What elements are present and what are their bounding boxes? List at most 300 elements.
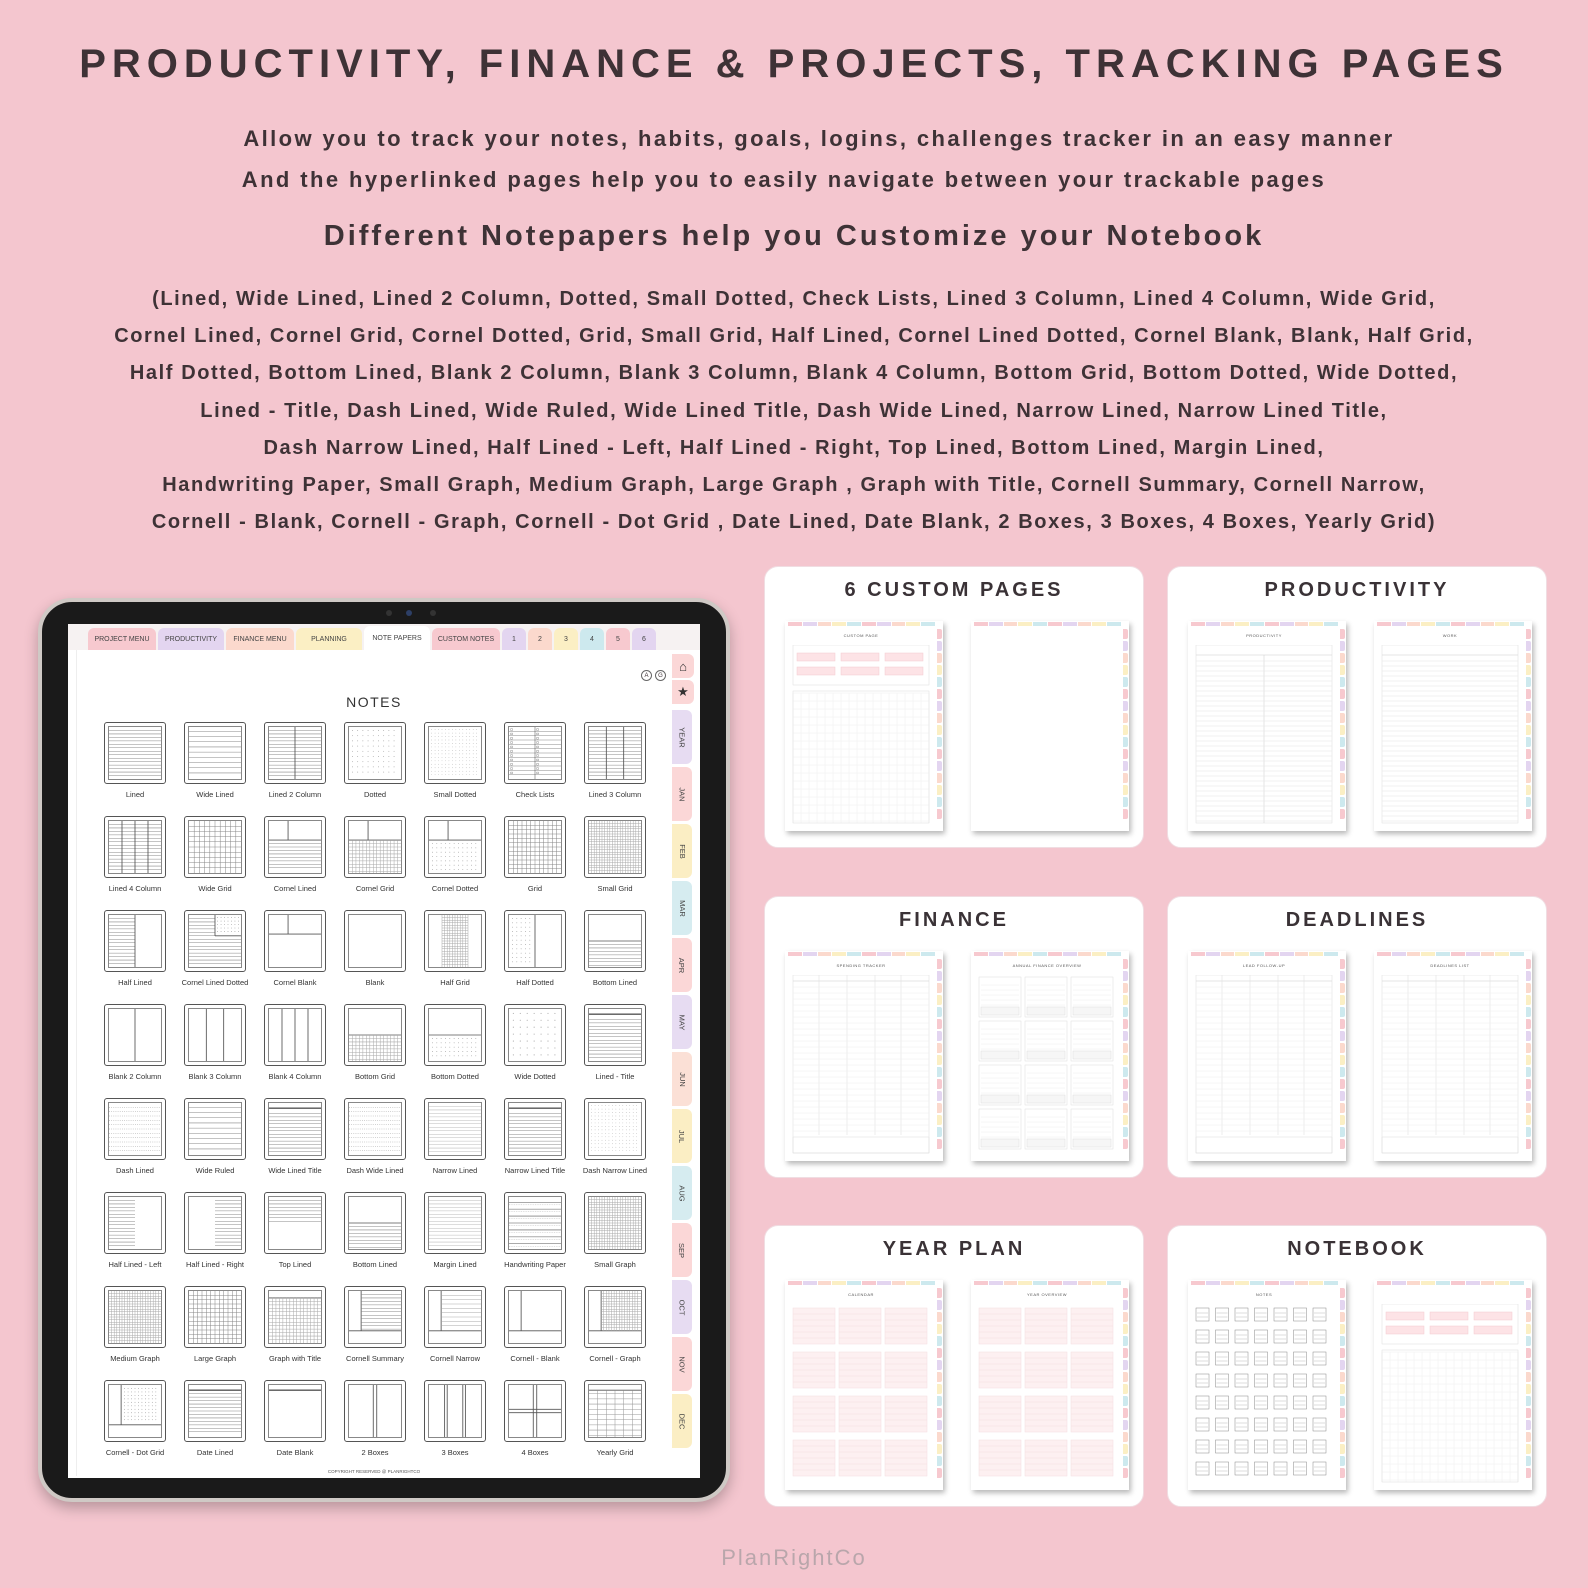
page-preview-content (1380, 645, 1520, 825)
notepaper-thumbnail[interactable] (104, 722, 166, 784)
preview-side-tab (1340, 665, 1345, 675)
notepaper-item[interactable] (335, 816, 415, 910)
preview-side-tab (937, 701, 942, 711)
notepaper-thumbnail[interactable] (584, 722, 646, 784)
notepaper-thumbnail[interactable] (184, 816, 246, 878)
notepaper-item[interactable] (95, 1098, 175, 1192)
notepaper-pattern (188, 820, 242, 874)
notepaper-item[interactable] (255, 722, 335, 816)
month-tab-nov[interactable] (672, 1337, 692, 1391)
preview-tab (1466, 622, 1480, 626)
notepaper-item[interactable] (415, 1286, 495, 1380)
notepaper-item[interactable] (95, 1192, 175, 1286)
preview-side-tab (1123, 1031, 1128, 1041)
preview-side-tab (1340, 737, 1345, 747)
notepaper-item[interactable] (575, 1192, 655, 1286)
notepaper-item[interactable] (175, 1098, 255, 1192)
preview-side-tab (937, 1432, 942, 1442)
notepaper-pattern (508, 1196, 562, 1250)
preview-side-tab (937, 641, 942, 651)
notepaper-item[interactable] (175, 1380, 255, 1474)
tab-5[interactable]: 5 (606, 628, 630, 650)
notepaper-item[interactable] (95, 1286, 175, 1380)
preview-side-tab (937, 1420, 942, 1430)
notepaper-item[interactable] (495, 1192, 575, 1286)
preview-tab (1048, 622, 1062, 626)
preview-tab (921, 622, 935, 626)
notepaper-thumbnail[interactable] (504, 1380, 566, 1442)
preview-tab (1280, 1281, 1294, 1285)
notepaper-thumbnail[interactable] (424, 816, 486, 878)
preview-side-tab (1123, 1139, 1128, 1149)
preview-tab (1063, 622, 1077, 626)
notepaper-item[interactable] (415, 816, 495, 910)
notepaper-item[interactable] (95, 816, 175, 910)
card-title: FINANCE (899, 909, 1009, 931)
month-tab-sep[interactable] (672, 1223, 692, 1277)
preview-tab (1092, 622, 1106, 626)
notepaper-pattern (588, 1102, 642, 1156)
tab-1[interactable]: 1 (502, 628, 526, 650)
month-tab-jul[interactable] (672, 1109, 692, 1163)
notepaper-thumbnail[interactable] (264, 1286, 326, 1348)
preview-tab (1324, 622, 1338, 626)
preview-tab (1033, 622, 1047, 626)
preview-side-tab (1526, 1103, 1531, 1113)
preview-tab (989, 1281, 1003, 1285)
notepaper-pattern (428, 726, 482, 780)
preview-side-tab (1526, 1372, 1531, 1382)
notepaper-item[interactable] (575, 722, 655, 816)
star-icon[interactable]: ★ (672, 680, 694, 704)
notepaper-thumbnail[interactable] (504, 1286, 566, 1348)
notepaper-thumbnail[interactable] (184, 1192, 246, 1254)
tab-3[interactable]: 3 (554, 628, 578, 650)
notepaper-item[interactable] (495, 1098, 575, 1192)
preview-side-tab (1340, 1091, 1345, 1101)
top-tab-bar (68, 624, 700, 650)
preview-side-tab (1340, 1139, 1345, 1149)
preview-side-tab (1526, 1115, 1531, 1125)
preview-side-tab (1340, 1079, 1345, 1089)
preview-side-tab (1340, 725, 1345, 735)
notepaper-thumbnail[interactable] (184, 1004, 246, 1066)
notepaper-item[interactable] (175, 722, 255, 816)
notepaper-pattern (428, 1008, 482, 1062)
preview-side-tab (1340, 809, 1345, 819)
notepaper-pattern (428, 1290, 482, 1344)
notepaper-pattern (108, 1384, 162, 1438)
month-tab-label: OCT (677, 1299, 687, 1315)
notepaper-thumbnail[interactable] (104, 910, 166, 972)
preview-tab (788, 952, 802, 956)
notepaper-item[interactable] (175, 910, 255, 1004)
preview-side-tab (1340, 1336, 1345, 1346)
notepaper-item[interactable] (495, 910, 575, 1004)
notepaper-label: Blank 4 Column (268, 1072, 322, 1081)
preview-tab (1107, 1281, 1121, 1285)
preview-side-tabs (1526, 1286, 1532, 1490)
page-preview-content (1194, 1304, 1334, 1484)
month-tab-apr[interactable] (672, 938, 692, 992)
notepaper-thumbnail[interactable] (424, 1380, 486, 1442)
notepaper-thumbnail[interactable] (184, 1098, 246, 1160)
page-title: PRODUCTIVITY, FINANCE & PROJECTS, TRACKING PAGES (79, 42, 1509, 86)
preview-side-tab (1526, 725, 1531, 735)
notepaper-item[interactable] (415, 1004, 495, 1098)
notepaper-label: Cornell Narrow (429, 1354, 480, 1363)
notepaper-thumbnail[interactable] (264, 816, 326, 878)
preview-side-tab (1123, 1019, 1128, 1029)
notepaper-thumbnail[interactable] (504, 722, 566, 784)
preview-tab (1495, 622, 1509, 626)
notepaper-label: Cornel Lined Dotted (181, 978, 249, 987)
preview-side-tab (1526, 1300, 1531, 1310)
notepaper-thumbnail[interactable] (264, 722, 326, 784)
preview-side-tab (1340, 1468, 1345, 1478)
notepaper-thumbnail[interactable] (504, 1098, 566, 1160)
notepaper-item[interactable] (335, 1004, 415, 1098)
preview-tab (862, 952, 876, 956)
notepaper-item[interactable] (575, 1004, 655, 1098)
preview-side-tab (1123, 677, 1128, 687)
notepaper-item[interactable] (255, 1192, 335, 1286)
preview-tab (1495, 952, 1509, 956)
preview-tab (1407, 1281, 1421, 1285)
month-tab-label: AUG (677, 1184, 687, 1202)
notepaper-pattern (268, 914, 322, 968)
notepaper-item[interactable] (175, 816, 255, 910)
preview-tab (877, 622, 891, 626)
preview-side-tab (937, 959, 942, 969)
notepaper-label: Cornell Summary (346, 1354, 404, 1363)
preview-side-tab (937, 629, 942, 639)
preview-side-tab (1123, 1468, 1128, 1478)
tab-finance-menu[interactable]: FINANCE MENU (226, 628, 294, 650)
notepaper-item[interactable] (495, 1004, 575, 1098)
tablet-screen (68, 624, 700, 1478)
preview-side-tab (937, 1055, 942, 1065)
preview-side-tab (1340, 1384, 1345, 1394)
preview-side-tab (1526, 689, 1531, 699)
month-tab-aug[interactable] (672, 1166, 692, 1220)
notepaper-thumbnail[interactable] (424, 1004, 486, 1066)
tab-6[interactable]: 6 (632, 628, 656, 650)
notepaper-thumbnail[interactable] (344, 1098, 406, 1160)
preview-side-tabs (1123, 957, 1129, 1161)
preview-side-tab (937, 809, 942, 819)
notepaper-item[interactable] (255, 910, 335, 1004)
preview-side-tab (1123, 1067, 1128, 1077)
notepaper-thumbnail[interactable] (264, 1380, 326, 1442)
tab-2[interactable]: 2 (528, 628, 552, 650)
notepaper-thumbnail[interactable] (424, 910, 486, 972)
preview-tab (906, 1281, 920, 1285)
notepaper-thumbnail[interactable] (424, 1098, 486, 1160)
preview-side-tab (1123, 809, 1128, 819)
notepaper-thumbnail[interactable] (504, 910, 566, 972)
preview-heading: CUSTOM PAGE (843, 633, 879, 638)
page-preview (1374, 951, 1532, 1161)
tab-productivity[interactable]: PRODUCTIVITY (158, 628, 224, 650)
preview-side-tab (937, 971, 942, 981)
preview-side-tab (1123, 1396, 1128, 1406)
preview-tab (803, 1281, 817, 1285)
preview-body (791, 975, 931, 1155)
toggle-a-button[interactable]: A (641, 670, 652, 681)
preview-side-tab (1526, 761, 1531, 771)
month-tab-mar[interactable] (672, 881, 692, 935)
tab-planning[interactable]: PLANNING (296, 628, 362, 650)
preview-tab (862, 622, 876, 626)
notepaper-list-line: Lined - Title, Dash Lined, Wide Ruled, Wide Lined Title, Dash Wide Lined, Narrow Lined, Narrow Lined Title, (200, 399, 1388, 422)
notepaper-item[interactable] (175, 1004, 255, 1098)
notepaper-thumbnail[interactable] (264, 1004, 326, 1066)
notepaper-thumbnail[interactable] (424, 1286, 486, 1348)
brand-watermark: PlanRightCo (721, 1545, 867, 1570)
preview-side-tab (1526, 1091, 1531, 1101)
preview-side-tab (1123, 1372, 1128, 1382)
preview-side-tab (1526, 773, 1531, 783)
notepaper-thumbnail[interactable] (104, 1192, 166, 1254)
notepaper-thumbnail[interactable] (344, 910, 406, 972)
notepaper-thumbnail[interactable] (424, 1192, 486, 1254)
preview-side-tab (1526, 713, 1531, 723)
notepaper-pattern (188, 1008, 242, 1062)
card-title: PRODUCTIVITY (1264, 579, 1450, 601)
preview-tab (1510, 952, 1524, 956)
notepaper-item[interactable] (575, 1098, 655, 1192)
preview-side-tab (937, 1115, 942, 1125)
preview-side-tabs (1340, 627, 1346, 831)
notepaper-thumbnail[interactable] (344, 1004, 406, 1066)
preview-side-tab (1123, 1456, 1128, 1466)
notepaper-thumbnail[interactable] (504, 1192, 566, 1254)
notepaper-thumbnail[interactable] (584, 1192, 646, 1254)
month-tab-label: APR (677, 957, 687, 973)
preview-side-tabs (1123, 627, 1129, 831)
notepaper-item[interactable] (415, 1098, 495, 1192)
tab-4[interactable]: 4 (580, 628, 604, 650)
notepaper-thumbnail[interactable] (584, 1098, 646, 1160)
page-preview (971, 951, 1129, 1161)
notepaper-item[interactable] (95, 910, 175, 1004)
notepaper-label: Top Lined (278, 1260, 312, 1269)
preview-tab (788, 622, 802, 626)
preview-tab (921, 1281, 935, 1285)
notepaper-item[interactable] (255, 1098, 335, 1192)
preview-tab (1221, 1281, 1235, 1285)
month-tab-jan[interactable] (672, 767, 692, 821)
notepaper-thumbnail[interactable] (264, 910, 326, 972)
preview-tab (921, 952, 935, 956)
month-tab-oct[interactable] (672, 1280, 692, 1334)
notepaper-item[interactable] (335, 1098, 415, 1192)
notepaper-thumbnail[interactable] (584, 816, 646, 878)
notepaper-item[interactable] (415, 722, 495, 816)
notepaper-thumbnail[interactable] (184, 722, 246, 784)
notepaper-thumbnail[interactable] (424, 722, 486, 784)
notepaper-item[interactable] (255, 816, 335, 910)
notepaper-item[interactable] (335, 1192, 415, 1286)
notepaper-pattern (188, 726, 242, 780)
notepaper-thumbnail[interactable] (264, 1098, 326, 1160)
notepaper-thumbnail[interactable] (504, 1004, 566, 1066)
month-tab-year[interactable] (672, 710, 692, 764)
notepaper-label: Margin Lined (433, 1260, 477, 1269)
notepaper-pattern (508, 820, 562, 874)
page-preview-content (1194, 645, 1334, 825)
notepaper-item[interactable] (95, 1004, 175, 1098)
notepaper-label: Dash Wide Lined (346, 1166, 404, 1175)
notepaper-thumbnail[interactable] (184, 910, 246, 972)
preview-side-tab (937, 773, 942, 783)
preview-tab (788, 1281, 802, 1285)
preview-tab (892, 952, 906, 956)
notepaper-item[interactable] (415, 1192, 495, 1286)
notepaper-thumbnail[interactable] (104, 1004, 166, 1066)
notepaper-thumbnail[interactable] (344, 1380, 406, 1442)
notepaper-thumbnail[interactable] (584, 1286, 646, 1348)
notepaper-thumbnail[interactable] (504, 816, 566, 878)
notepaper-thumbnail[interactable] (184, 1286, 246, 1348)
toggle-g-button[interactable]: G (655, 670, 666, 681)
preview-side-tab (937, 725, 942, 735)
notepaper-item[interactable] (255, 1286, 335, 1380)
notepaper-list-line: Handwriting Paper, Small Graph, Medium Graph, Large Graph , Graph with Title, Cornell Summary, Cornell Narrow, (162, 474, 1426, 497)
preview-side-tab (1340, 1067, 1345, 1077)
preview-heading: NOTES (1255, 1292, 1273, 1297)
card-deadlines (1167, 896, 1547, 1178)
notes-heading: NOTES (346, 694, 402, 710)
notepaper-pattern (268, 1102, 322, 1156)
notepaper-pattern (508, 1102, 562, 1156)
preview-side-tab (1123, 1312, 1128, 1322)
preview-side-tab (1123, 725, 1128, 735)
preview-tab (1436, 1281, 1450, 1285)
preview-side-tab (937, 689, 942, 699)
notepaper-thumbnail[interactable] (104, 1286, 166, 1348)
notepaper-thumbnail[interactable] (344, 1192, 406, 1254)
preview-side-tab (937, 1468, 942, 1478)
notepaper-thumbnail[interactable] (104, 1380, 166, 1442)
month-tab-label: JUL (677, 1129, 687, 1143)
notepaper-label: Check Lists (515, 790, 555, 799)
notepaper-item[interactable] (335, 722, 415, 816)
notepaper-pattern (348, 1196, 402, 1250)
month-tab-dec[interactable] (672, 1394, 692, 1448)
preview-side-tab (1526, 1007, 1531, 1017)
month-tab-label: YEAR (677, 726, 687, 748)
preview-side-tab (937, 1396, 942, 1406)
preview-side-tab (937, 1300, 942, 1310)
card-year-plan (764, 1225, 1144, 1507)
notepaper-item[interactable] (175, 1192, 255, 1286)
notepaper-thumbnail[interactable] (264, 1192, 326, 1254)
tab-custom-notes[interactable]: CUSTOM NOTES (432, 628, 500, 650)
notepaper-thumbnail[interactable] (344, 722, 406, 784)
notepaper-item[interactable] (575, 816, 655, 910)
preview-tab (832, 1281, 846, 1285)
preview-side-tab (937, 1456, 942, 1466)
preview-tab-row (785, 951, 943, 957)
notepaper-item[interactable] (255, 1380, 335, 1474)
preview-tab (989, 952, 1003, 956)
notepaper-label: Half Grid (440, 978, 470, 987)
preview-side-tab (937, 785, 942, 795)
preview-tab (1107, 952, 1121, 956)
preview-side-tab (937, 1324, 942, 1334)
month-tab-may[interactable] (672, 995, 692, 1049)
notepaper-item[interactable] (95, 722, 175, 816)
notepaper-item[interactable] (495, 722, 575, 816)
preview-side-tab (1526, 1312, 1531, 1322)
notepaper-thumbnail[interactable] (344, 816, 406, 878)
preview-tab (832, 952, 846, 956)
notepaper-label: Wide Grid (198, 884, 232, 893)
notepaper-label: Small Grid (597, 884, 633, 893)
notepaper-pattern (188, 1196, 242, 1250)
notepaper-item[interactable] (415, 910, 495, 1004)
notepaper-item[interactable] (495, 816, 575, 910)
preview-side-tab (1526, 677, 1531, 687)
page-preview (1188, 951, 1346, 1161)
notepaper-item[interactable] (415, 1380, 495, 1474)
notepaper-item[interactable] (495, 1286, 575, 1380)
notepaper-item[interactable] (575, 910, 655, 1004)
home-icon[interactable]: ⌂ (672, 654, 694, 678)
tab-note-papers[interactable]: NOTE PAPERS (364, 626, 430, 650)
notepaper-thumbnail[interactable] (584, 910, 646, 972)
notepaper-item[interactable] (95, 1380, 175, 1474)
notepaper-item[interactable] (495, 1380, 575, 1474)
notepaper-label: Wide Lined Title (268, 1166, 322, 1175)
notes-page (76, 650, 670, 1476)
notepaper-thumbnail[interactable] (104, 1098, 166, 1160)
copyright-text: COPYRIGHT RESERVED @ PLANRIGHTCO (327, 1469, 421, 1474)
preview-side-tab (937, 1031, 942, 1041)
month-tab-jun[interactable] (672, 1052, 692, 1106)
preview-tab (1063, 1281, 1077, 1285)
tab-project-menu[interactable]: PROJECT MENU (88, 628, 156, 650)
notepaper-list (60, 281, 1528, 541)
preview-tab (1265, 1281, 1279, 1285)
preview-side-tab (937, 665, 942, 675)
preview-side-tab (1526, 701, 1531, 711)
preview-side-tab (1526, 797, 1531, 807)
notepaper-item[interactable] (335, 1286, 415, 1380)
notepaper-item[interactable] (255, 1004, 335, 1098)
notepaper-item[interactable] (575, 1286, 655, 1380)
notepaper-thumbnail[interactable] (344, 1286, 406, 1348)
preview-side-tab (1340, 1456, 1345, 1466)
preview-tab (989, 622, 1003, 626)
notepaper-thumbnail[interactable] (184, 1380, 246, 1442)
notepaper-thumbnail[interactable] (584, 1004, 646, 1066)
notepaper-thumbnail[interactable] (104, 816, 166, 878)
notepaper-item[interactable] (335, 910, 415, 1004)
notepaper-item[interactable] (175, 1286, 255, 1380)
preview-side-tab (1123, 1324, 1128, 1334)
preview-side-tab (1526, 1324, 1531, 1334)
notepaper-item[interactable] (575, 1380, 655, 1474)
notepaper-pattern (188, 914, 242, 968)
month-tab-feb[interactable] (672, 824, 692, 878)
notepaper-item[interactable] (335, 1380, 415, 1474)
preview-side-tab (1526, 785, 1531, 795)
page-preview-content (977, 645, 1117, 825)
notepaper-thumbnail[interactable] (584, 1380, 646, 1442)
